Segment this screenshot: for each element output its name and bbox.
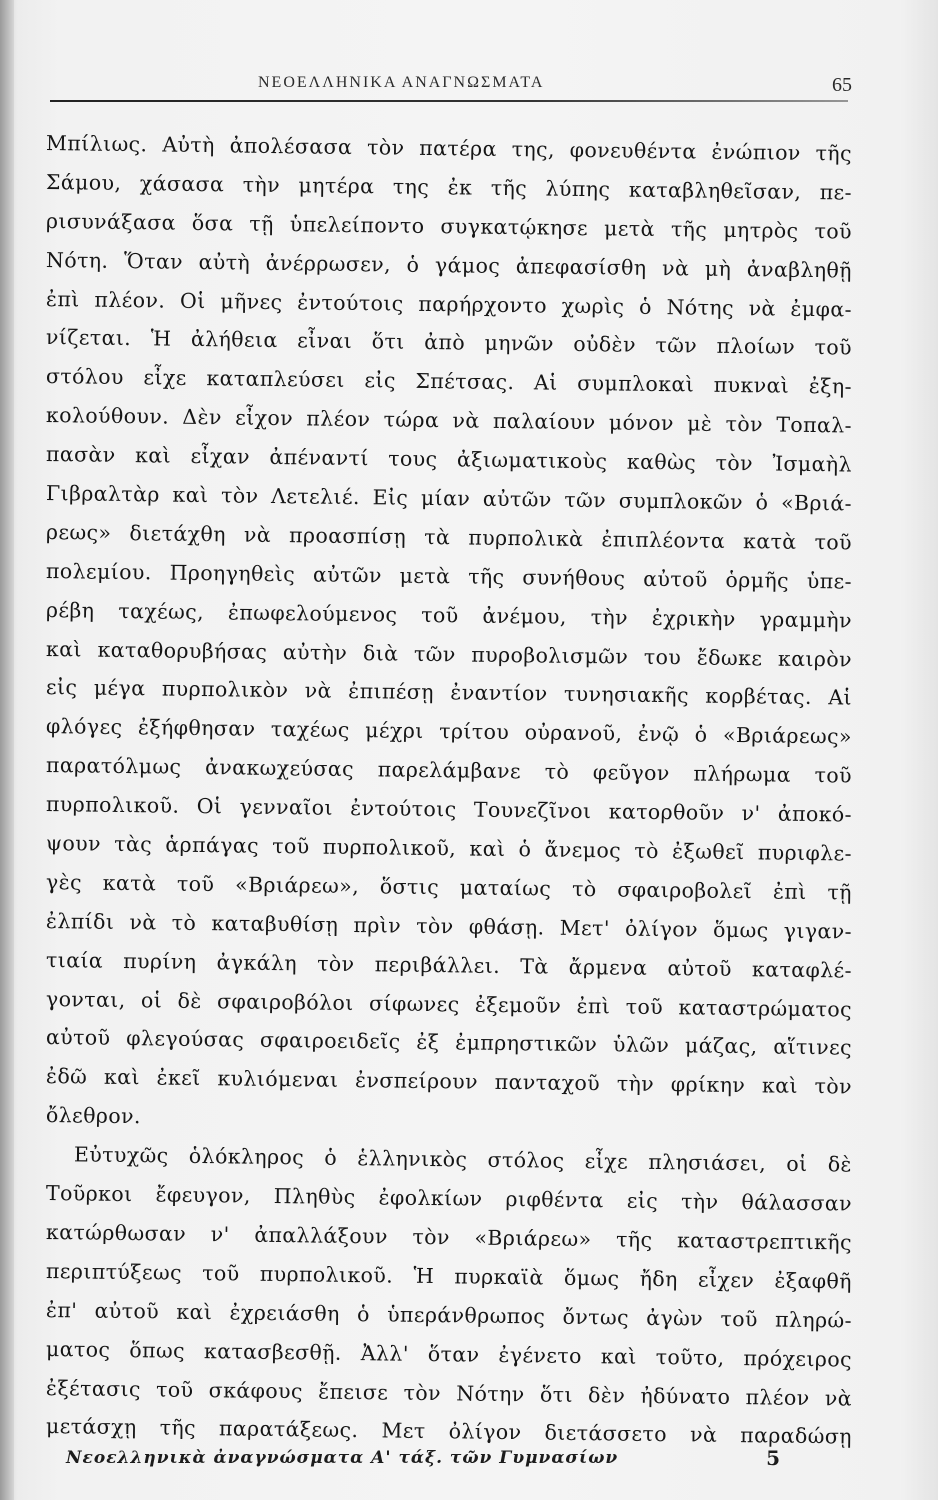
text-line-12: πολεμίου. Προηγηθεὶς αὐτῶν μετὰ τῆς συνήθους αὐτοῦ ὁρμῆς ὑπε- bbox=[45, 558, 853, 594]
text-line-30: περιπτύξεως τοῦ πυρπολικοῦ. Ἡ πυρκαϊὰ ὅμως ἤδη εἶχεν ἐξαφθῆ bbox=[45, 1258, 853, 1294]
text-line-27: Εὐτυχῶς ὁλόκληρος ὁ ἑλληνικὸς στόλος εἶχε πλησιάσει, οἱ δὲ bbox=[73, 1142, 853, 1177]
text-line-6: νίζεται. Ἡ ἀλήθεια εἶναι ὅτι ἀπὸ μηνῶν οὐδὲν τῶν πλοίων τοῦ bbox=[45, 325, 853, 361]
text-line-17: παρατόλμως ἀνακωχεύσας παρελάμβανε τὸ φεῦγον πλήρωμα τοῦ bbox=[45, 753, 853, 788]
text-line-3: ρισυνάξασα ὅσα τῇ ὑπελείποντο συγκατῴκησε μετὰ τῆς μητρὸς τοῦ bbox=[45, 208, 853, 244]
text-line-28: Τοῦρκοι ἔφευγον, Πληθὺς ἐφολκίων ριφθέντα εἰς τὴν θάλασσαν bbox=[45, 1181, 853, 1216]
footer-book-title: Νεοελληνικὰ ἀναγνώσματα Α' τάξ. τῶν Γυμνασίων bbox=[66, 1448, 619, 1468]
text-line-13: ρέβη ταχέως, ἐπωφελούμενος τοῦ ἀνέμου, τὴν ἐχρικὴν γραμμὴν bbox=[45, 597, 853, 633]
text-line-10: Γιβραλτὰρ καὶ τὸν Λετελιέ. Εἰς μίαν αὐτῶν τῶν συμπλοκῶν ὁ «Βριά- bbox=[45, 481, 853, 516]
text-line-7: στόλου εἶχε καταπλεύσει εἰς Σπέτσας. Αἱ συμπλοκαὶ πυκναὶ ἐξη- bbox=[45, 364, 853, 399]
body-text bbox=[45, 124, 853, 1449]
text-line-26: ὄλεθρον. bbox=[45, 1103, 142, 1129]
text-line-24: αὐτοῦ φλεγούσας σφαιροειδεῖς ἐξ ἐμπρηστικῶν ὑλῶν μάζας, αἵτινες bbox=[45, 1025, 853, 1061]
header-rule bbox=[50, 100, 848, 102]
text-line-21: ἐλπίδι νὰ τὸ καταβυθίσῃ πρὶν τὸν φθάσῃ. Μετ' ὀλίγον ὅμως γιγαν- bbox=[45, 908, 853, 944]
text-line-14: καὶ καταθορυβήσας αὐτὴν διὰ τῶν πυροβολισμῶν του ἔδωκε καιρὸν bbox=[45, 636, 853, 672]
text-line-16: φλόγες ἐξήφθησαν ταχέως μέχρι τρίτου οὐρανοῦ, ἐνῷ ὁ «Βριάρεως» bbox=[45, 714, 853, 749]
text-line-19: ψουν τὰς ἁρπάγας τοῦ πυρπολικοῦ, καὶ ὁ ἄνεμος τὸ ἐξωθεῖ πυριφλε- bbox=[45, 831, 853, 866]
text-line-2: Σάμου, χάσασα τὴν μητέρα της ἐκ τῆς λύπης καταβληθεῖσαν, πε- bbox=[45, 169, 853, 205]
text-line-9: πασὰν καὶ εἶχαν ἀπέναντί τους ἀξιωματικοὺς καθὼς τὸν Ἰσμαὴλ bbox=[45, 442, 853, 477]
signature-number: 5 bbox=[766, 1446, 780, 1470]
text-line-20: γὲς κατὰ τοῦ «Βριάρεω», ὅστις ματαίως τὸ σφαιροβολεῖ ἐπὶ τῇ bbox=[45, 869, 853, 905]
text-line-18: πυρπολικοῦ. Οἱ γενναῖοι ἐντούτοις Τουνεζῖνοι κατορθοῦν ν' ἀποκό- bbox=[45, 792, 853, 827]
text-line-15: εἰς μέγα πυρπολικὸν νὰ ἐπιπέσῃ ἐναντίον τυνησιακῆς κορβέτας. Αἱ bbox=[45, 675, 853, 711]
text-line-4: Νότη. Ὅταν αὐτὴ ἀνέρρωσεν, ὁ γάμος ἀπεφασίσθη νὰ μὴ ἀναβληθῇ bbox=[45, 247, 853, 283]
page-number: 65 bbox=[832, 74, 852, 96]
text-line-23: γονται, οἱ δὲ σφαιροβόλοι σίφωνες ἐξεμοῦν ἐπὶ τοῦ καταστρώματος bbox=[45, 986, 853, 1022]
text-line-1: Μπίλιως. Αὐτὴ ἀπολέσασα τὸν πατέρα της, φονευθέντα ἐνώπιον τῆς bbox=[45, 131, 853, 166]
text-line-5: ἐπὶ πλέον. Οἱ μῆνες ἐντούτοις παρήρχοντο χωρὶς ὁ Νότης νὰ ἐμφα- bbox=[45, 286, 853, 322]
text-line-34: μετάσχῃ τῆς παρατάξεως. Μετ ὀλίγον διετάσσετο νὰ παραδώσῃ bbox=[45, 1414, 853, 1449]
text-line-11: ρεως» διετάχθη νὰ προασπίσῃ τὰ πυρπολικὰ ἐπιπλέοντα κατὰ τοῦ bbox=[45, 519, 853, 555]
text-line-22: τιαία πυρίνη ἀγκάλη τὸν περιβάλλει. Τὰ ἄρμενα αὐτοῦ καταφλέ- bbox=[45, 947, 853, 983]
text-line-33: ἐξέτασις τοῦ σκάφους ἔπεισε τὸν Νότην ὅτι δὲν ἠδύνατο πλέον νὰ bbox=[45, 1375, 853, 1411]
text-line-25: ἐδῶ καὶ ἐκεῖ κυλιόμεναι ἐνσπείρουν πανταχοῦ τὴν φρίκην καὶ τὸν bbox=[45, 1064, 853, 1099]
text-line-8: κολούθουν. Δὲν εἶχον πλέον τώρα νὰ παλαίουν μόνον μὲ τὸν Τοπαλ- bbox=[45, 403, 853, 438]
running-head-title: ΝΕΟΕΛΛΗΝΙΚΑ ΑΝΑΓΝΩΣΜΑΤΑ bbox=[258, 74, 545, 91]
text-line-32: ματος ὅπως κατασβεσθῇ. Ἀλλ' ὅταν ἐγένετο καὶ τοῦτο, πρόχειρος bbox=[45, 1336, 853, 1372]
book-spine-shadow bbox=[0, 0, 14, 1500]
text-line-29: κατώρθωσαν ν' ἀπαλλάξουν τὸν «Βριάρεω» τῆς καταστρεπτικῆς bbox=[45, 1219, 853, 1255]
text-line-31: ἐπ' αὐτοῦ καὶ ἐχρειάσθη ὁ ὑπεράνθρωπος ὄντως ἀγὼν τοῦ πληρώ- bbox=[45, 1297, 853, 1333]
